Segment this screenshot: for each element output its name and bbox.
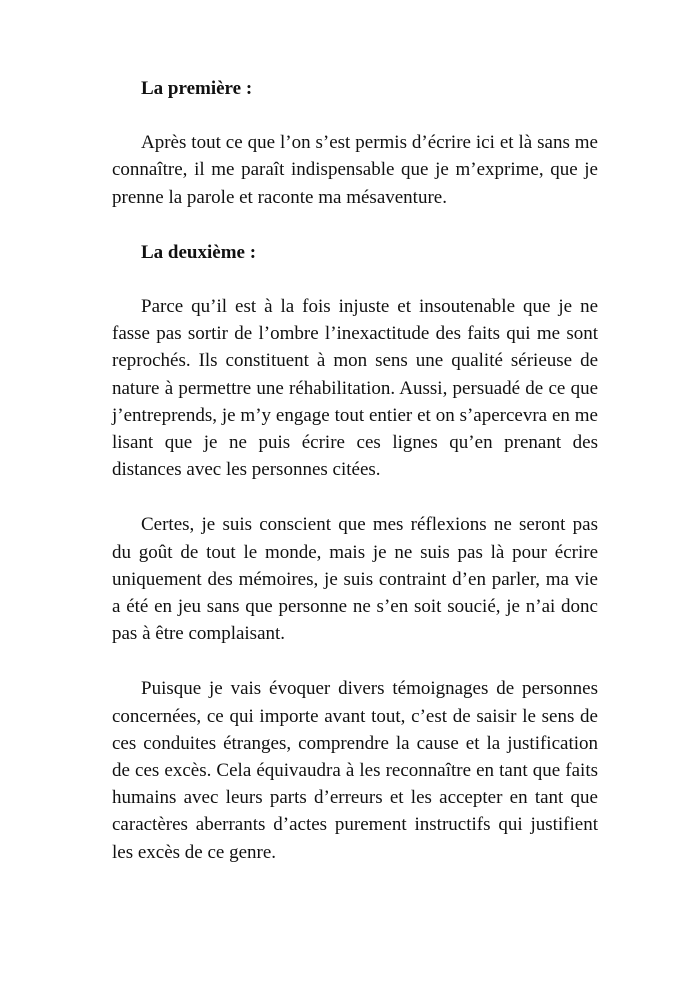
paragraph-first-reason: Après tout ce que l’on s’est permis d’écrire ici et là sans me connaître, il me paraît indispensable que je m’exprime, que je prenne la parole et raconte ma mésaventure. <box>112 132 598 208</box>
paragraph-second-reason: Parce qu’il est à la fois injuste et insoutenable que je ne fasse pas sortir de l’ombre l’inexactitude des faits qui me sont reprochés. Ils constituent à mon sens une qualité sérieuse de nature à permettre une réhabilitation. Aussi, persuadé de ce que j’entreprends, je m’y engage tout entier et on s’apercevra en me lisant que je ne puis écrire ces lignes qu’en prenant des distances avec les personnes citées. <box>112 296 598 481</box>
section-heading-second: La deuxième : <box>141 241 257 263</box>
document-page <box>112 75 598 866</box>
section-heading-first: La première : <box>141 78 253 99</box>
paragraph-certes: Certes, je suis conscient que mes réflexions ne seront pas du goût de tout le monde, mais je ne suis pas là pour écrire uniquement des mémoires, je suis contraint d’en parler, ma vie a été en jeu sans que personne ne s’en soit soucié, je n’ai donc pas à être complaisant. <box>112 514 598 645</box>
paragraph-puisque: Puisque je vais évoquer divers témoignages de personnes concernées, ce qui importe avant tout, c’est de saisir le sens de ces conduites étranges, comprendre la cause et la justification de ces excès. Cela équivaudra à les reconnaître en tant que faits humains avec leurs parts d’erreurs et les accepter en tant que caractères aberrants d’actes purement instructifs qui justifient les excès de ce genre. <box>112 678 598 863</box>
